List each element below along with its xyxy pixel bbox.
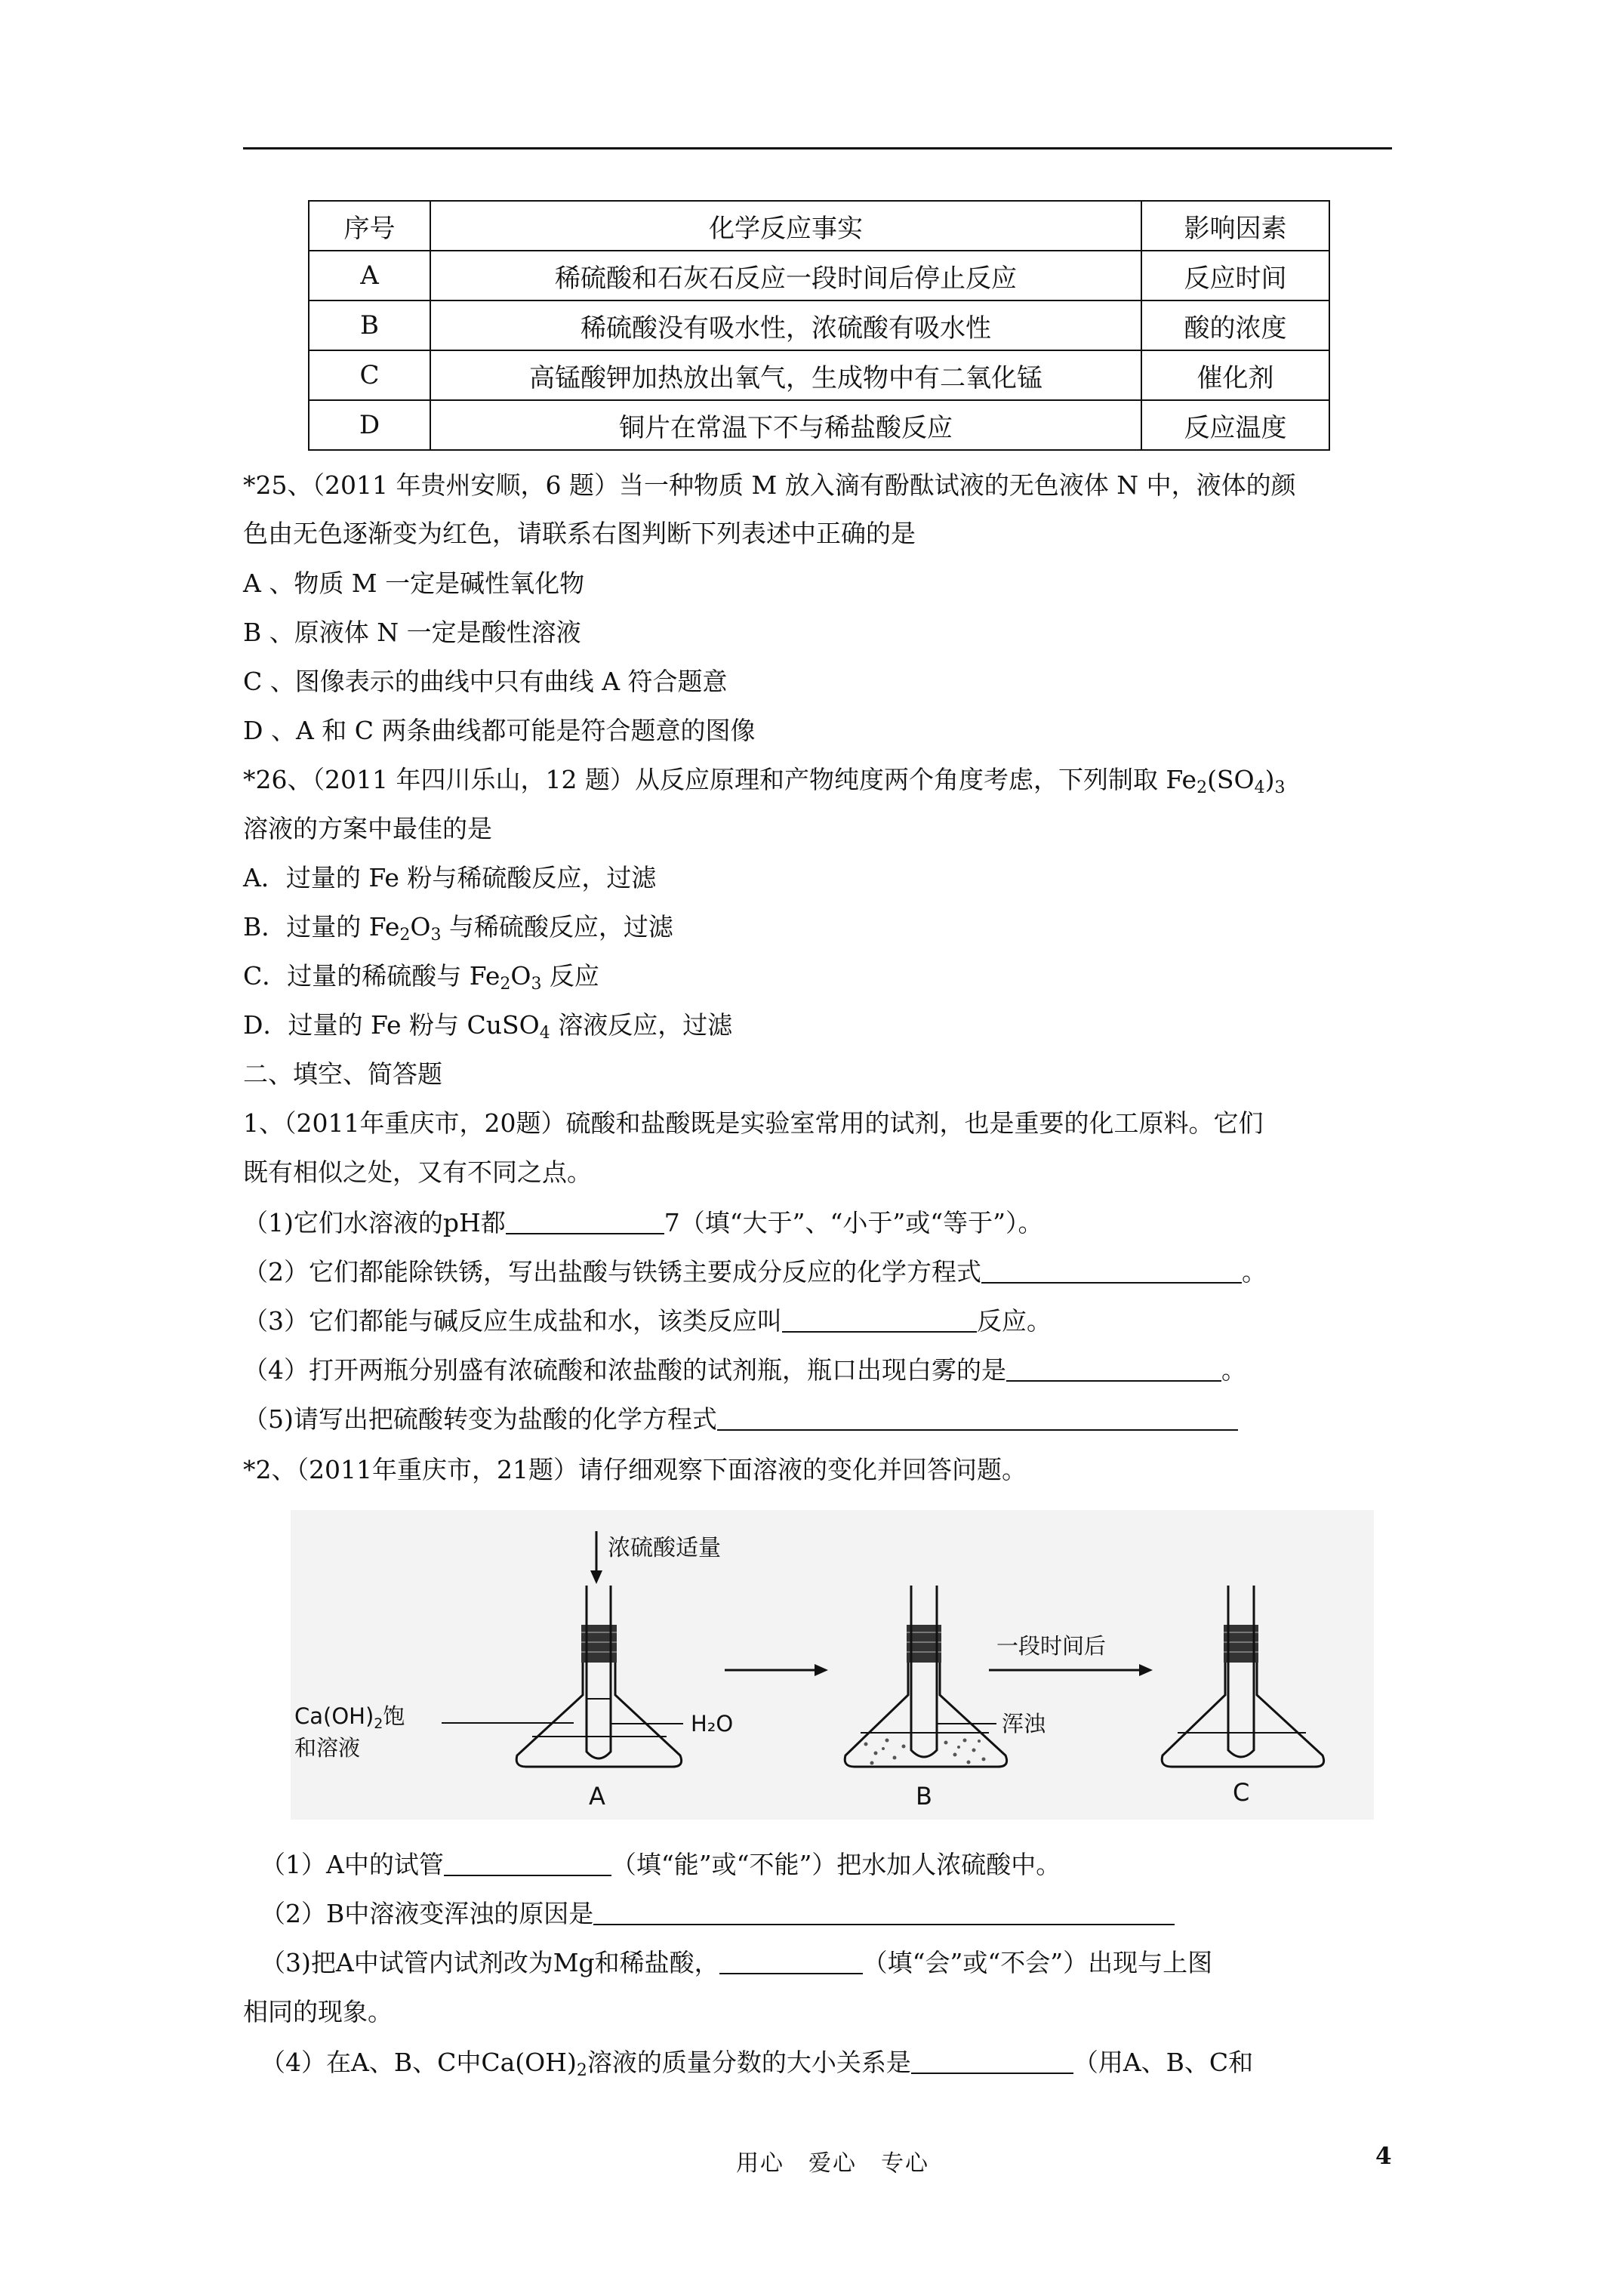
p2-sub3: （3)把A中试管内试剂改为Mg和稀盐酸， （填“会”或“不会”）出现与上图 (260, 1948, 1213, 1977)
p2-sub4: （4）在A、B、C中$Ca(OH)_2$溶液的质量分数的大小关系是 （用A、B、C和 (260, 2048, 1254, 2080)
q25-option-c: C 、图像表示的曲线中只有曲线 A 符合题意 (243, 667, 728, 696)
answer-blank[interactable] (506, 1209, 664, 1234)
table-cell: 铜片在常温下不与稀盐酸反应 (430, 400, 1141, 450)
p1-stem-line2: 既有相似之处，又有不同之点。 (243, 1157, 592, 1187)
answer-blank[interactable] (1006, 1356, 1221, 1382)
table-row (309, 400, 1329, 450)
p1-sub5: （5)请写出把硫酸转变为盐酸的化学方程式 (243, 1404, 1238, 1435)
flask-a-label: A (589, 1782, 605, 1811)
p1-sub3: （3）它们都能与碱反应生成盐和水，该类反应叫 反应。 (243, 1306, 1052, 1336)
table-row (309, 251, 1329, 300)
answer-blank[interactable] (444, 1851, 611, 1876)
table-cell: 酸的浓度 (1141, 300, 1329, 350)
p1-sub4: （4）打开两瓶分别盛有浓硫酸和浓盐酸的试剂瓶，瓶口出现白雾的是 。 (243, 1355, 1246, 1385)
table-cell: 催化剂 (1141, 350, 1329, 400)
p1-stem-line1: 1、（2011年重庆市，20题）硫酸和盐酸既是实验室常用的试剂，也是重要的化工原料。它们 (243, 1108, 1264, 1138)
section-heading: 二、填空、简答题 (243, 1059, 442, 1089)
answer-blank[interactable] (782, 1307, 977, 1333)
header-rule (243, 147, 1392, 149)
flask-b-label: B (916, 1782, 932, 1811)
answer-blank[interactable] (719, 1949, 863, 1974)
q25-option-b: B 、原液体 N 一定是酸性溶液 (243, 618, 581, 647)
caoh-label-line2: 和溶液 (294, 1735, 361, 1761)
p2-sub3-line2: 相同的现象。 (243, 1997, 393, 2026)
answer-blank[interactable] (717, 1405, 1238, 1431)
answer-blank[interactable] (911, 2048, 1073, 2074)
table-cell: 反应温度 (1141, 400, 1329, 450)
table-cell: D (309, 400, 430, 450)
h2o-label: H₂O (691, 1711, 734, 1737)
p2-sub2: （2）B中溶液变浑浊的原因是 (260, 1899, 1175, 1929)
q26-option-c: C．过量的稀硫酸与 $Fe_2O_3$ 反应 (243, 961, 599, 994)
flask-c-label: C (1233, 1778, 1250, 1807)
p2-sub1: （1）A中的试管 （填“能”或“不能”）把水加人浓硫酸中。 (260, 1850, 1061, 1879)
table-cell: C (309, 350, 430, 400)
q25-stem-line2: 色由无色逐渐变为红色，请联系右图判断下列表述中正确的是 (243, 519, 916, 548)
q26-stem-line1: *26、（2011 年四川乐山，12 题）从反应原理和产物纯度两个角度考虑，下列制取 $Fe_2(SO_4)_3$ (243, 765, 1286, 797)
table-cell: A (309, 251, 430, 300)
q25-stem-line1: *25、（2011 年贵州安顺，6 题）当一种物质 M 放入滴有酚酞试液的无色液体 N 中，液体的颜 (243, 470, 1296, 500)
acid-label: 浓硫酸适量 (608, 1535, 721, 1561)
table-cell: 稀硫酸没有吸水性，浓硫酸有吸水性 (430, 300, 1141, 350)
q25-option-d: D 、A 和 C 两条曲线都可能是符合题意的图像 (243, 716, 756, 745)
caoh-label: $Ca(OH)_2$饱 (294, 1703, 405, 1732)
p1-sub2: （2）它们都能除铁锈，写出盐酸与铁锈主要成分反应的化学方程式 。 (243, 1257, 1267, 1287)
table-header-cell: 化学反应事实 (430, 201, 1141, 251)
footer-slogan: 用心 爱心 专心 (736, 2150, 929, 2177)
q26-option-b: B．过量的 $Fe_2O_3$ 与稀硫酸反应，过滤 (243, 912, 673, 945)
table-cell: B (309, 300, 430, 350)
table-header-row (309, 201, 1329, 251)
table-header-cell: 序号 (309, 201, 430, 251)
figure-background (291, 1510, 1374, 1820)
q26-stem-line2: 溶液的方案中最佳的是 (243, 814, 492, 843)
table-row (309, 350, 1329, 400)
p2-stem: *2、（2011年重庆市，21题）请仔细观察下面溶液的变化并回答问题。 (243, 1455, 1027, 1484)
turbid-label: 浑浊 (1002, 1711, 1046, 1737)
q26-option-a: A．过量的 Fe 粉与稀硫酸反应，过滤 (243, 863, 657, 892)
flask-experiment-figure (291, 1510, 1374, 1820)
page-number: 4 (1375, 2143, 1392, 2170)
table-header-cell: 影响因素 (1141, 201, 1329, 251)
time-label: 一段时间后 (996, 1633, 1107, 1659)
p1-sub1: （1)它们水溶液的pH都 7（填“大于”、“小于”或“等于”）。 (243, 1208, 1043, 1237)
table-row (309, 300, 1329, 350)
answer-blank[interactable] (593, 1900, 1175, 1925)
q25-option-a: A 、物质 M 一定是碱性氧化物 (243, 569, 585, 598)
answer-blank[interactable] (981, 1258, 1242, 1284)
table-cell: 反应时间 (1141, 251, 1329, 300)
reaction-factors-table (308, 200, 1330, 451)
table-cell: 稀硫酸和石灰石反应一段时间后停止反应 (430, 251, 1141, 300)
q26-option-d: D．过量的 Fe 粉与 CuSO$_4$ 溶液反应，过滤 (243, 1010, 733, 1043)
table-cell: 高锰酸钾加热放出氧气，生成物中有二氧化锰 (430, 350, 1141, 400)
